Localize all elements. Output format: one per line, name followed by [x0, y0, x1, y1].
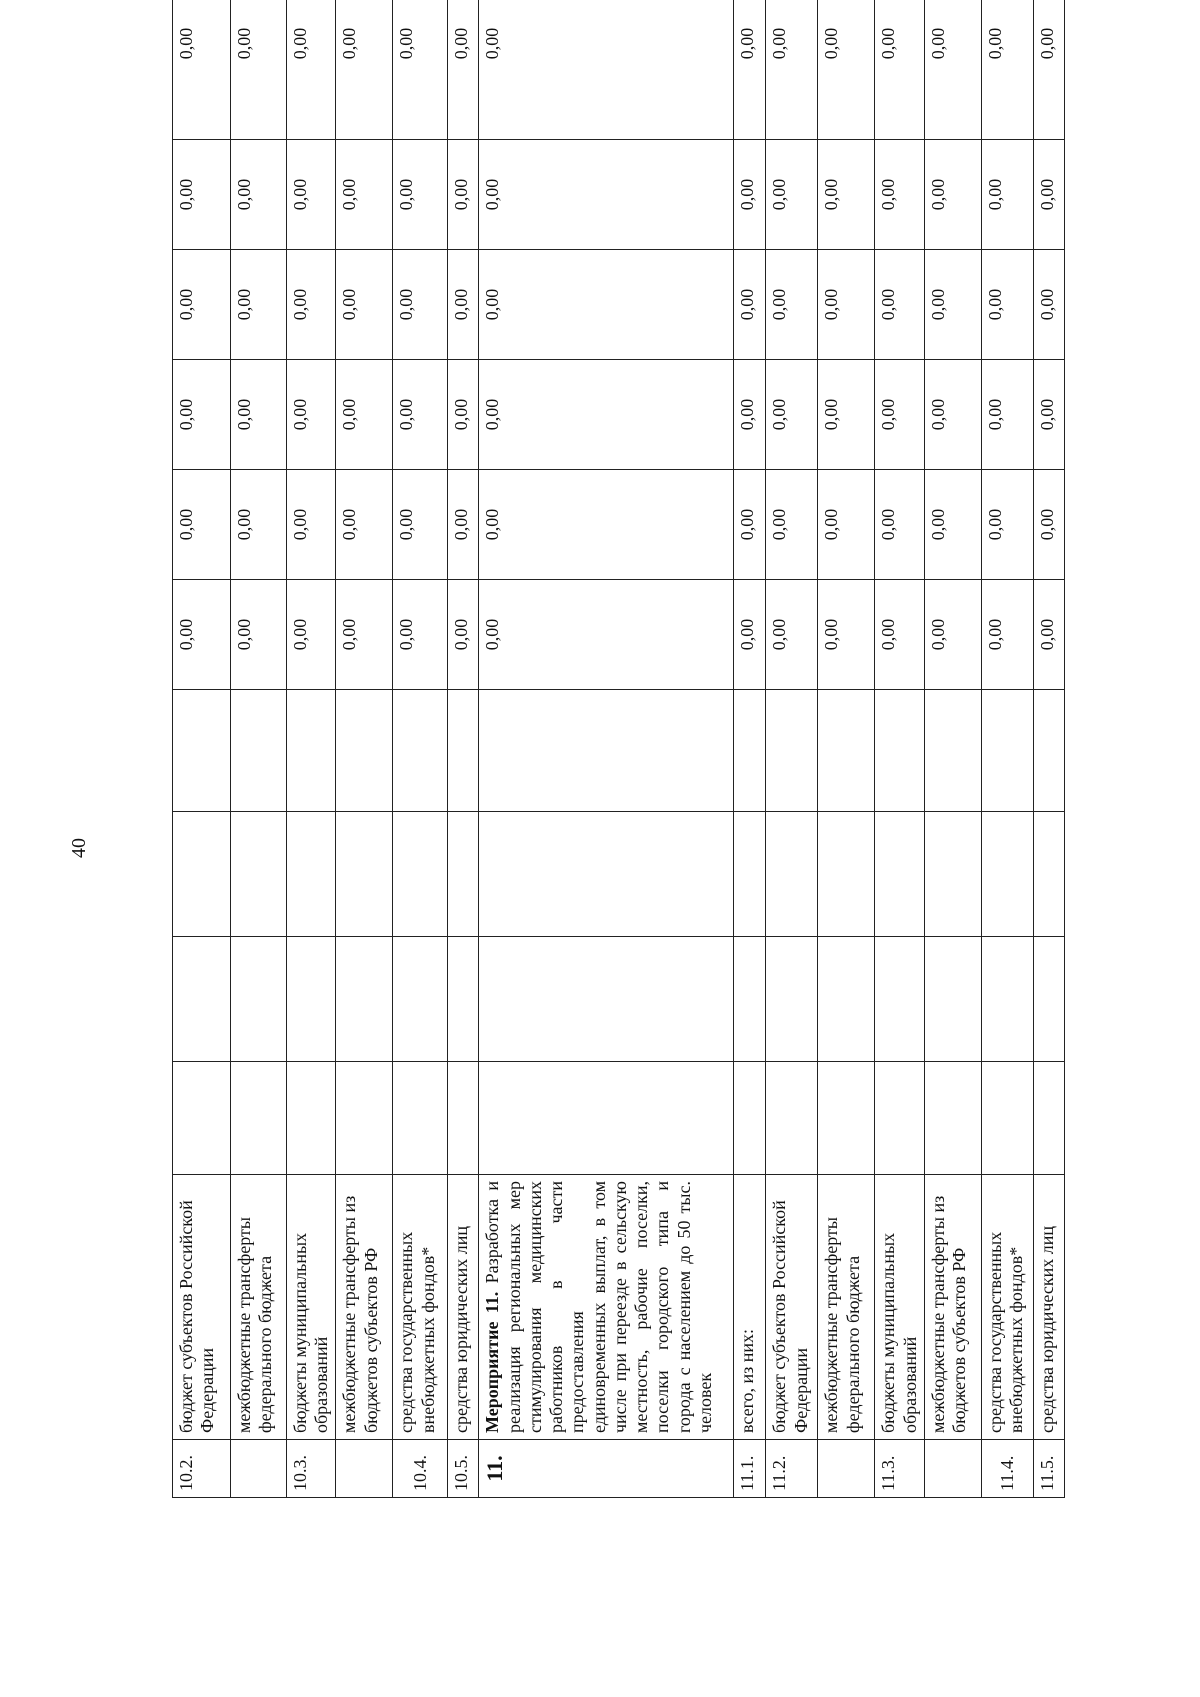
empty-cell: [924, 812, 981, 937]
value-cell: 0,00: [448, 0, 479, 140]
value-cell: 0,00: [981, 140, 1033, 250]
value-cell: 0,00: [981, 360, 1033, 470]
table-row: [231, 0, 287, 1498]
value-cell: 0,00: [818, 250, 875, 360]
table-row: [393, 0, 448, 1498]
value-cell: 0,00: [336, 0, 393, 140]
value-cell: 0,00: [393, 580, 448, 690]
value-cell: 0,00: [287, 580, 336, 690]
value-cell: 0,00: [924, 0, 981, 140]
value-cell: 0,00: [336, 360, 393, 470]
row-description: всего, из них:: [734, 1175, 766, 1440]
value-cell: 0,00: [1033, 580, 1064, 690]
value-cell: 0,00: [875, 0, 924, 140]
empty-cell: [818, 690, 875, 812]
value-cell: 0,00: [448, 250, 479, 360]
value-cell: 0,00: [734, 470, 766, 580]
empty-cell: [766, 690, 818, 812]
row-code: 11.1.: [734, 1440, 766, 1498]
row-description: бюджет субъектов Российской Федерации: [766, 1175, 818, 1440]
value-cell: 0,00: [1033, 360, 1064, 470]
value-cell: 0,00: [924, 580, 981, 690]
empty-cell: [231, 690, 287, 812]
empty-cell: [287, 812, 336, 937]
row-code: 10.3.: [287, 1440, 336, 1498]
row-code: [336, 1440, 393, 1498]
measure-description: [479, 1175, 734, 1440]
value-cell: 0,00: [448, 580, 479, 690]
row-code: [818, 1440, 875, 1498]
empty-cell: [875, 1062, 924, 1175]
table-row: [173, 0, 231, 1498]
value-cell: 0,00: [231, 580, 287, 690]
empty-cell: [818, 937, 875, 1062]
empty-cell: [924, 1062, 981, 1175]
budget-table: [172, 0, 1065, 1498]
table-row: [336, 0, 393, 1498]
row-description: межбюджетные трансферты из бюджетов субъектов РФ: [336, 1175, 393, 1440]
row-description: бюджеты муниципальных образований: [875, 1175, 924, 1440]
row-code: 11.4.: [981, 1440, 1033, 1498]
value-cell: 0,00: [479, 140, 734, 250]
empty-cell: [336, 812, 393, 937]
value-cell: 0,00: [875, 140, 924, 250]
row-code: 10.5.: [448, 1440, 479, 1498]
value-cell: 0,00: [336, 140, 393, 250]
empty-cell: [173, 812, 231, 937]
value-cell: 0,00: [393, 0, 448, 140]
empty-cell: [981, 690, 1033, 812]
value-cell: 0,00: [479, 470, 734, 580]
row-description: межбюджетные трансферты федерального бюджета: [231, 1175, 287, 1440]
value-cell: 0,00: [479, 360, 734, 470]
empty-cell: [766, 937, 818, 1062]
table-row: [1033, 0, 1064, 1498]
value-cell: 0,00: [818, 580, 875, 690]
value-cell: 0,00: [173, 0, 231, 140]
value-cell: 0,00: [173, 580, 231, 690]
value-cell: 0,00: [231, 470, 287, 580]
value-cell: 0,00: [875, 580, 924, 690]
value-cell: 0,00: [1033, 250, 1064, 360]
empty-cell: [734, 812, 766, 937]
empty-cell: [734, 690, 766, 812]
empty-cell: [393, 690, 448, 812]
row-code: 10.2.: [173, 1440, 231, 1498]
empty-cell: [173, 937, 231, 1062]
empty-cell: [448, 690, 479, 812]
empty-cell: [287, 690, 336, 812]
table-row: [924, 0, 981, 1498]
value-cell: 0,00: [1033, 0, 1064, 140]
measure-code: 11.: [479, 1440, 734, 1498]
empty-cell: [336, 1062, 393, 1175]
value-cell: 0,00: [448, 470, 479, 580]
row-description: бюджет субъектов Российской Федерации: [173, 1175, 231, 1440]
value-cell: 0,00: [924, 470, 981, 580]
empty-cell: [479, 1062, 734, 1175]
value-cell: 0,00: [734, 360, 766, 470]
empty-cell: [479, 690, 734, 812]
empty-cell: [231, 937, 287, 1062]
value-cell: 0,00: [393, 140, 448, 250]
value-cell: 0,00: [173, 470, 231, 580]
table-row: [875, 0, 924, 1498]
table-row: [981, 0, 1033, 1498]
empty-cell: [1033, 937, 1064, 1062]
value-cell: 0,00: [173, 250, 231, 360]
value-cell: 0,00: [818, 470, 875, 580]
empty-cell: [393, 812, 448, 937]
value-cell: 0,00: [393, 470, 448, 580]
value-cell: 0,00: [981, 250, 1033, 360]
value-cell: 0,00: [287, 0, 336, 140]
row-description: средства государственных внебюджетных фондов*: [981, 1175, 1033, 1440]
empty-cell: [173, 690, 231, 812]
empty-cell: [336, 690, 393, 812]
value-cell: 0,00: [875, 360, 924, 470]
value-cell: 0,00: [231, 0, 287, 140]
row-code: 11.5.: [1033, 1440, 1064, 1498]
table-row: [766, 0, 818, 1498]
empty-cell: [448, 1062, 479, 1175]
empty-cell: [875, 812, 924, 937]
value-cell: 0,00: [734, 140, 766, 250]
value-cell: 0,00: [336, 250, 393, 360]
value-cell: 0,00: [766, 580, 818, 690]
value-cell: 0,00: [734, 580, 766, 690]
empty-cell: [287, 1062, 336, 1175]
empty-cell: [479, 937, 734, 1062]
empty-cell: [287, 937, 336, 1062]
value-cell: 0,00: [818, 140, 875, 250]
empty-cell: [231, 812, 287, 937]
empty-cell: [818, 812, 875, 937]
table-row: [287, 0, 336, 1498]
value-cell: 0,00: [875, 250, 924, 360]
empty-cell: [818, 1062, 875, 1175]
row-code: 11.2.: [766, 1440, 818, 1498]
rotated-page-content: [172, 27, 1067, 1498]
row-description: межбюджетные трансферты федерального бюджета: [818, 1175, 875, 1440]
empty-cell: [173, 1062, 231, 1175]
page-number: 40: [68, 838, 90, 858]
row-code: 11.3.: [875, 1440, 924, 1498]
value-cell: 0,00: [734, 250, 766, 360]
value-cell: 0,00: [924, 140, 981, 250]
value-cell: 0,00: [287, 360, 336, 470]
empty-cell: [981, 812, 1033, 937]
table-row: [818, 0, 875, 1498]
value-cell: 0,00: [818, 0, 875, 140]
value-cell: 0,00: [448, 140, 479, 250]
value-cell: 0,00: [981, 470, 1033, 580]
value-cell: 0,00: [173, 140, 231, 250]
empty-cell: [1033, 1062, 1064, 1175]
empty-cell: [393, 1062, 448, 1175]
value-cell: 0,00: [766, 0, 818, 140]
row-description: бюджеты муниципальных образований: [287, 1175, 336, 1440]
value-cell: 0,00: [818, 360, 875, 470]
table-row: [734, 0, 766, 1498]
empty-cell: [981, 1062, 1033, 1175]
empty-cell: [875, 690, 924, 812]
row-code: [231, 1440, 287, 1498]
empty-cell: [393, 937, 448, 1062]
value-cell: 0,00: [1033, 470, 1064, 580]
row-description: межбюджетные трансферты из бюджетов субъектов РФ: [924, 1175, 981, 1440]
value-cell: 0,00: [479, 0, 734, 140]
value-cell: 0,00: [231, 250, 287, 360]
value-cell: 0,00: [766, 250, 818, 360]
empty-cell: [479, 812, 734, 937]
value-cell: 0,00: [924, 360, 981, 470]
table-row: [479, 0, 734, 1498]
row-description: средства юридических лиц: [1033, 1175, 1064, 1440]
row-code: [924, 1440, 981, 1498]
value-cell: 0,00: [287, 470, 336, 580]
empty-cell: [734, 937, 766, 1062]
value-cell: 0,00: [766, 140, 818, 250]
empty-cell: [448, 812, 479, 937]
value-cell: 0,00: [479, 580, 734, 690]
row-code: 10.4.: [393, 1440, 448, 1498]
empty-cell: [231, 1062, 287, 1175]
value-cell: 0,00: [924, 250, 981, 360]
empty-cell: [1033, 812, 1064, 937]
value-cell: 0,00: [173, 360, 231, 470]
measure-title: Мероприятие 11.: [482, 1291, 503, 1433]
value-cell: 0,00: [734, 0, 766, 140]
value-cell: 0,00: [766, 360, 818, 470]
empty-cell: [924, 937, 981, 1062]
value-cell: 0,00: [231, 140, 287, 250]
empty-cell: [766, 1062, 818, 1175]
empty-cell: [924, 690, 981, 812]
empty-cell: [734, 1062, 766, 1175]
empty-cell: [875, 937, 924, 1062]
empty-cell: [448, 937, 479, 1062]
value-cell: 0,00: [393, 360, 448, 470]
value-cell: 0,00: [448, 360, 479, 470]
measure-text: Разработка и реализация региональных мер стимулирования медицинских работников в части предоставления единовременных выплат, в том числе при переезде в сельскую местность, рабочие поселки, поселки городского типа и города с населением до 50 тыс. человек: [482, 1180, 715, 1433]
value-cell: 0,00: [1033, 140, 1064, 250]
empty-cell: [981, 937, 1033, 1062]
value-cell: 0,00: [479, 250, 734, 360]
value-cell: 0,00: [393, 250, 448, 360]
table-row: [448, 0, 479, 1498]
row-description: средства юридических лиц: [448, 1175, 479, 1440]
value-cell: 0,00: [981, 0, 1033, 140]
value-cell: 0,00: [336, 580, 393, 690]
value-cell: 0,00: [231, 360, 287, 470]
value-cell: 0,00: [287, 250, 336, 360]
value-cell: 0,00: [875, 470, 924, 580]
value-cell: 0,00: [766, 470, 818, 580]
empty-cell: [766, 812, 818, 937]
value-cell: 0,00: [287, 140, 336, 250]
value-cell: 0,00: [981, 580, 1033, 690]
row-description: средства государственных внебюджетных фондов*: [393, 1175, 448, 1440]
empty-cell: [1033, 690, 1064, 812]
value-cell: 0,00: [336, 470, 393, 580]
empty-cell: [336, 937, 393, 1062]
